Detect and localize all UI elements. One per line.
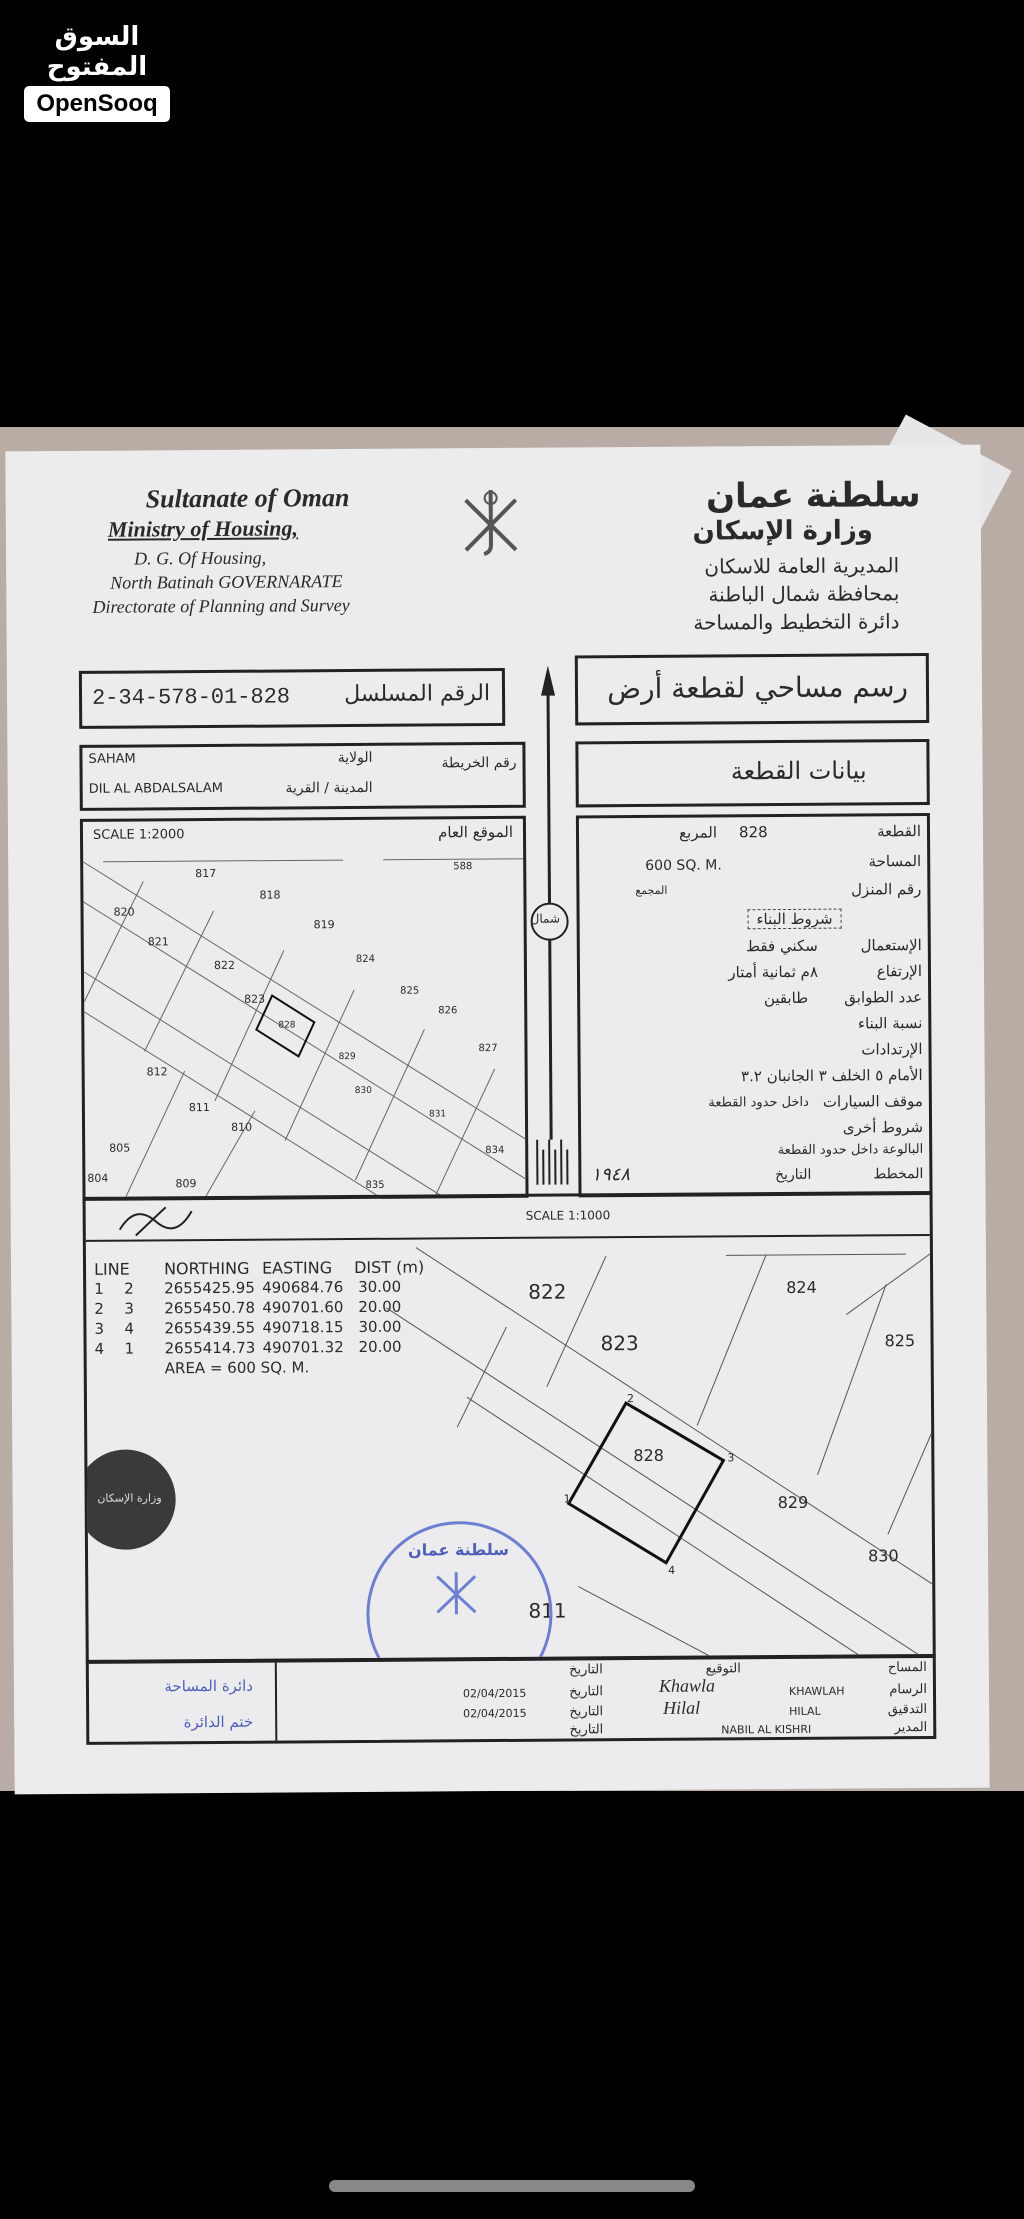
detail-plot-811: 811 xyxy=(528,1598,567,1623)
parking-label: موقف السيارات xyxy=(822,1092,923,1111)
drafter-label: الرسام xyxy=(889,1682,928,1698)
gm-plot-828: 828 xyxy=(278,1020,296,1031)
detail-plot-825: 825 xyxy=(884,1331,916,1351)
coord-cell: 1 xyxy=(94,1279,104,1298)
director-label: المدير xyxy=(894,1720,928,1736)
gm-plot-834: 834 xyxy=(485,1144,505,1157)
area-label: المساحة xyxy=(868,852,922,871)
surveyor-label: المساح xyxy=(887,1660,927,1676)
city-value: DIL AL ABDALSALAM xyxy=(88,780,223,797)
checker-label: التدقيق xyxy=(887,1702,928,1718)
wilaya-value: SAHAM xyxy=(88,751,136,767)
height-label: الإرتفاع xyxy=(876,962,923,981)
drafter-signature: Khawla xyxy=(658,1675,716,1696)
header-en-5: Directorate of Planning and Survey xyxy=(92,595,350,617)
other-label: شروط أخرى xyxy=(842,1118,924,1137)
conditions-title: شروط البناء xyxy=(747,909,841,930)
opensooq-logo xyxy=(24,22,170,122)
coord-cell: 30.00 xyxy=(358,1277,402,1296)
title-box xyxy=(575,653,929,725)
wilaya-label: الولاية xyxy=(337,749,373,767)
coord-cell: 490701.60 xyxy=(262,1298,344,1317)
gm-plot-823: 823 xyxy=(244,992,266,1006)
director-date-label: التاريخ xyxy=(569,1722,604,1738)
general-map xyxy=(80,816,529,1201)
coord-header-line: LINE xyxy=(93,1259,130,1279)
coord-cell: 2655439.55 xyxy=(164,1318,256,1338)
sig-divider xyxy=(275,1663,278,1741)
header-en-4: North Batinah GOVERNARATE xyxy=(110,571,343,593)
gm-plot-830: 830 xyxy=(354,1085,373,1096)
checker-date-label: التاريخ xyxy=(569,1704,604,1720)
doc-title: رسم مساحي لقطعة أرض xyxy=(607,670,909,706)
square-label: المربع xyxy=(679,823,718,842)
coord-header-northing: NORTHING xyxy=(163,1258,250,1279)
gm-plot-827: 827 xyxy=(478,1042,498,1055)
plot-data-title: بيانات القطعة xyxy=(730,756,867,786)
plot-number: 828 xyxy=(738,823,768,842)
serial-value: 2-34-578-01-828 xyxy=(91,684,291,711)
detail-section xyxy=(83,1191,936,1663)
coord-area: AREA = 600 SQ. M. xyxy=(164,1358,310,1378)
complex-label: المجمع xyxy=(635,883,668,898)
drafter-name: KHAWLAH xyxy=(788,1684,845,1698)
signature-section xyxy=(86,1655,937,1745)
gm-plot-825: 825 xyxy=(400,985,420,997)
header-en-2: Ministry of Housing, xyxy=(107,515,299,542)
checker-signature: Hilal xyxy=(663,1697,701,1718)
north-label: شمال xyxy=(530,911,561,926)
detail-plot-823: 823 xyxy=(600,1331,639,1356)
coord-cell: 2 xyxy=(124,1279,134,1298)
corner-1: 1 xyxy=(563,1492,571,1506)
coord-cell: 4 xyxy=(94,1339,105,1358)
coord-cell: 30.00 xyxy=(358,1317,402,1336)
gm-plot-804: 804 xyxy=(87,1171,109,1185)
header-ar-3: المديرية العامة للاسكان xyxy=(704,553,900,579)
coord-cell: 2 xyxy=(94,1299,104,1318)
ministry-seal-text: وزارة الإسكان xyxy=(97,1491,162,1505)
coord-cell: 2655425.95 xyxy=(164,1278,255,1298)
general-map-drawing xyxy=(83,819,526,1198)
detail-scale: SCALE 1:1000 xyxy=(525,1208,611,1223)
gm-plot-824: 824 xyxy=(355,953,376,965)
coord-cell: 2655450.78 xyxy=(164,1298,256,1318)
gm-plot-588: 588 xyxy=(453,861,473,873)
setbacks-label: الإرتدادات xyxy=(861,1040,923,1059)
detail-plot-829: 829 xyxy=(777,1492,809,1513)
coord-cell: 1 xyxy=(124,1339,135,1358)
coord-header-dist: DIST (m) xyxy=(353,1257,425,1278)
header-ar-1: سلطنة عمان xyxy=(705,475,921,517)
coord-cell: 3 xyxy=(124,1299,134,1318)
checker-name: HILAL xyxy=(789,1704,821,1718)
detail-plot-824: 824 xyxy=(786,1277,817,1297)
gm-plot-819: 819 xyxy=(313,918,335,932)
coord-header-easting: EASTING xyxy=(261,1258,333,1278)
general-map-scale: SCALE 1:2000 xyxy=(92,827,185,843)
logo-arabic: السوق المفتوح xyxy=(46,22,148,82)
corner-2: 2 xyxy=(626,1392,634,1406)
floors-value: طابقين xyxy=(763,988,809,1008)
coord-cell: 20.00 xyxy=(358,1337,402,1356)
coord-cell: 3 xyxy=(94,1319,105,1338)
oman-emblem-icon xyxy=(456,480,527,560)
stamp-middle: دائرة المساحة xyxy=(164,1676,254,1696)
gm-plot-822: 822 xyxy=(213,958,235,972)
serial-box xyxy=(79,668,505,729)
logo-english: OpenSooq xyxy=(24,86,170,122)
setbacks-value: الأمام ٥ الخلف ٣ الجانبان ٣.٢ xyxy=(740,1066,923,1086)
gm-plot-826: 826 xyxy=(438,1005,458,1017)
surveyor-date-label: التاريخ xyxy=(569,1662,603,1678)
gm-plot-805: 805 xyxy=(109,1141,131,1155)
header-ar-5: دائرة التخطيط والمساحة xyxy=(693,609,900,635)
header-ar-2: وزارة الإسكان xyxy=(692,515,874,547)
stamp-emblem-icon xyxy=(431,1568,481,1618)
coord-cell: 2655414.73 xyxy=(164,1338,256,1358)
header-en-3: D. G. Of Housing, xyxy=(134,547,267,569)
surveyor-sign-label: التوقيع xyxy=(705,1661,741,1677)
floors-label: عدد الطوابق xyxy=(844,988,923,1007)
corner-3: 3 xyxy=(727,1451,735,1465)
detail-plot-828: 828 xyxy=(633,1445,664,1466)
general-map-title: الموقع العام xyxy=(438,822,514,842)
header-en-1: Sultanate of Oman xyxy=(145,483,350,514)
coord-cell: 490718.15 xyxy=(262,1318,344,1337)
house-no-label: رقم المنزل xyxy=(851,880,922,899)
gm-plot-811: 811 xyxy=(188,1101,210,1115)
ratio-label: نسبة البناء xyxy=(857,1014,923,1033)
area-value: 600 SQ. M. xyxy=(645,857,722,874)
handwritten-number: ١٩٤٨ xyxy=(591,1164,631,1186)
parking-value: داخل حدود القطعة xyxy=(708,1094,809,1111)
gm-plot-817: 817 xyxy=(195,866,217,881)
gm-plot-835: 835 xyxy=(365,1179,385,1191)
plot-data-title-box xyxy=(575,739,929,807)
coord-cell: 20.00 xyxy=(358,1297,402,1316)
serial-label: الرقم المسلسل xyxy=(344,681,491,708)
gm-plot-829: 829 xyxy=(338,1051,356,1063)
gm-plot-810: 810 xyxy=(231,1120,253,1134)
coord-cell: 490684.76 xyxy=(262,1278,344,1297)
use-label: الإستعمال xyxy=(860,936,922,955)
map-no-label: رقم الخريطة xyxy=(441,754,517,772)
detail-plot-822: 822 xyxy=(528,1279,567,1304)
gm-plot-809: 809 xyxy=(175,1177,197,1191)
planner-date-label: التاريخ xyxy=(774,1166,812,1184)
gm-plot-812: 812 xyxy=(146,1065,168,1079)
header-ar-4: بمحافظة شمال الباطنة xyxy=(708,581,900,607)
height-value: ٨م ثمانية أمتار xyxy=(728,962,819,982)
city-label: المدينة / القرية xyxy=(285,779,373,797)
checker-date: 02/04/2015 xyxy=(463,1706,527,1721)
survey-document xyxy=(5,445,989,1795)
coord-cell: 490701.32 xyxy=(262,1338,344,1357)
gm-plot-818: 818 xyxy=(259,888,281,902)
stamp-bottom: ختم الدائرة xyxy=(183,1712,254,1732)
location-box xyxy=(79,742,525,811)
drafter-date-label: التاريخ xyxy=(569,1684,604,1700)
coord-cell: 4 xyxy=(124,1319,135,1338)
gm-plot-831: 831 xyxy=(428,1109,447,1120)
director-name: NABIL AL KISHRI xyxy=(721,1722,812,1737)
gm-plot-821: 821 xyxy=(147,935,169,949)
use-value: سكني فقط xyxy=(746,936,818,956)
home-indicator[interactable] xyxy=(329,2180,695,2192)
drafter-date: 02/04/2015 xyxy=(462,1686,527,1701)
plot-data-box xyxy=(576,813,933,1197)
planner-label: المخطط xyxy=(873,1166,924,1183)
gm-plot-820: 820 xyxy=(113,905,135,919)
corner-4: 4 xyxy=(668,1563,676,1577)
other-value: البالوعة داخل حدود القطعة xyxy=(777,1142,924,1159)
detail-plot-830: 830 xyxy=(867,1546,899,1566)
stamp-top: سلطنة عمان xyxy=(407,1539,510,1560)
plot-number-label: القطعة xyxy=(877,822,922,841)
